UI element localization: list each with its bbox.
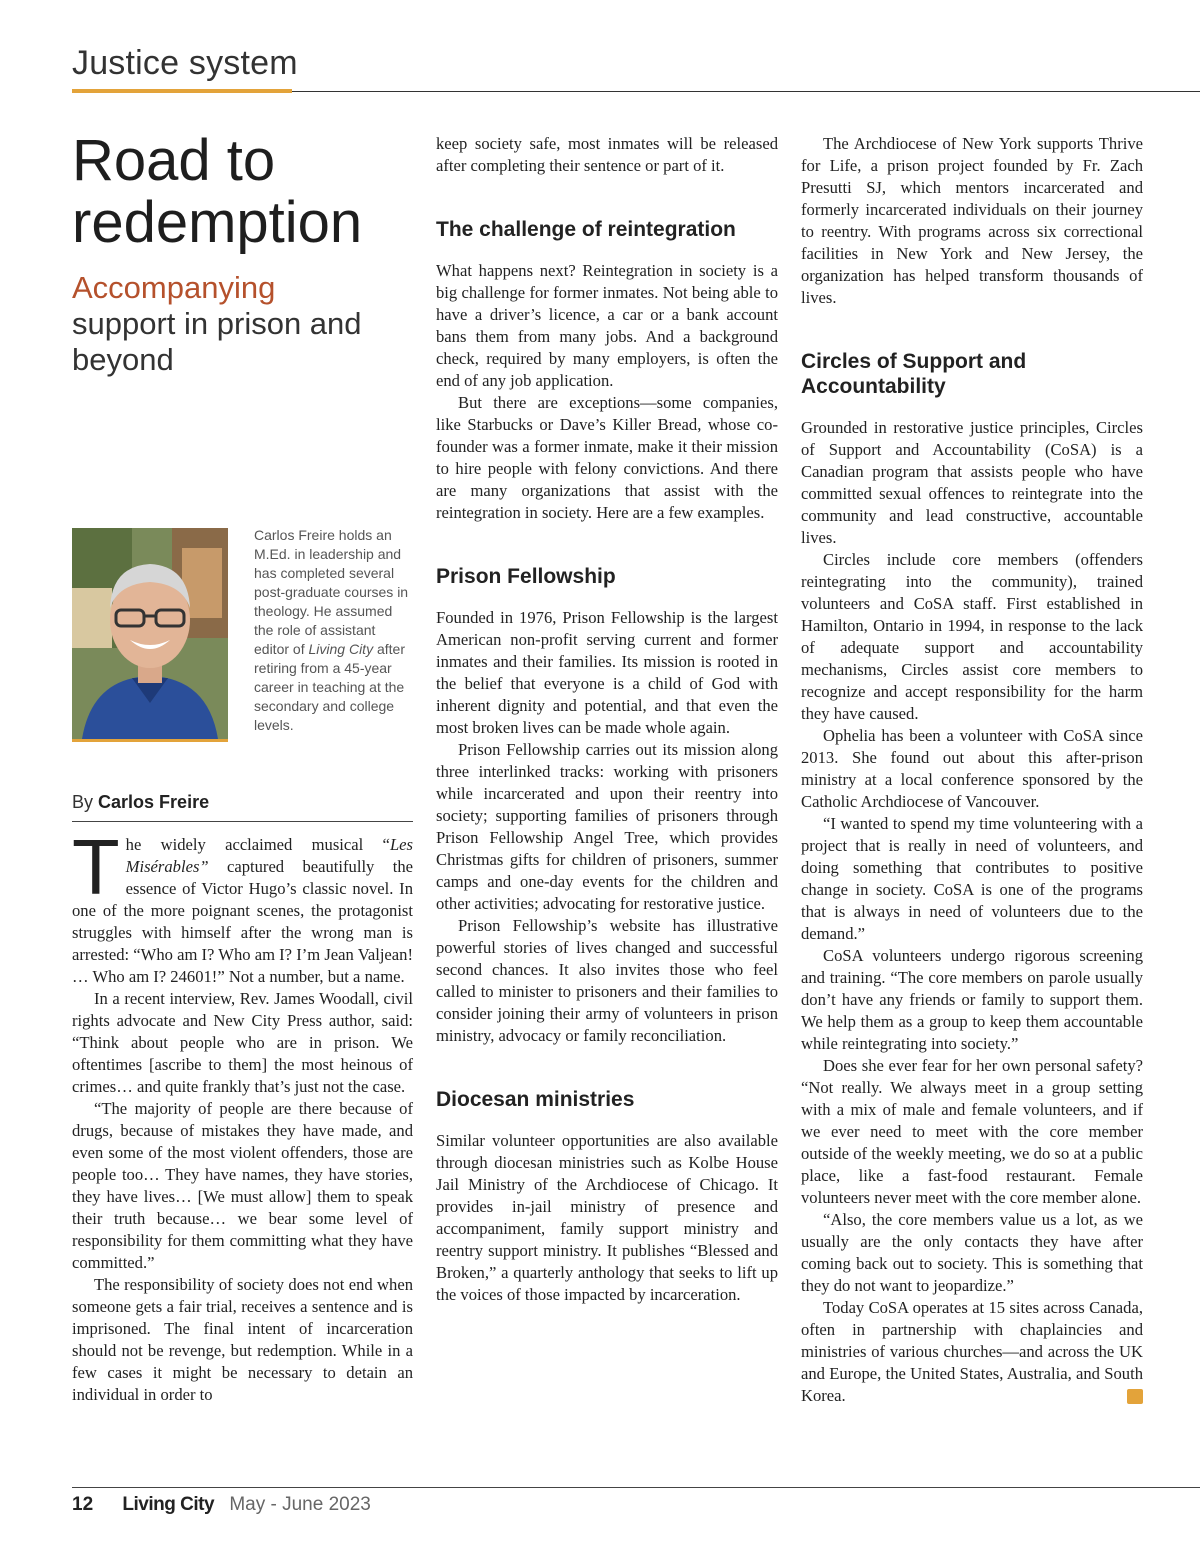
author-bio-magazine: Living City [308,641,374,657]
paragraph [72,823,413,988]
paragraph: What happens next? Reintegration in society is a big challenge for former inmates. Not being able to have a driver’s licence, a car or a bank account bans them from many jobs. And a background check, required by many employers, is often the end of any job application. [436,261,778,390]
paragraph: Grounded in restorative justice principles, Circles of Support and Accountability (CoSA) is a Canadian program that assists people who have committed sexual offences to reintegrate into the community and lead constructive, accountable lives. [801,418,1143,547]
author-bio-text-1: Carlos Freire holds an M.Ed. in leadership and has completed several post-graduate courses in theology. He assumed the role of assistant editor of [254,527,409,657]
paragraph: The responsibility of society does not end when someone gets a fair trial, receives a sentence and is imprisoned. The final intent of incarceration should not be revenge, but redemption. While in a few cases it might be necessary to detain an individual in order to [72,1275,413,1404]
section-heading: Circles of Support and Accountability [801,350,1027,398]
article-column-1 [72,823,413,1406]
end-mark-icon: LC [1127,1389,1143,1404]
text-run: captured beautifully the essence of Victor Hugo’s classic novel. In one of the more poignant scenes, the protagonist struggles with himself after the wrong man is arrested: “Who am I? Who am I? I’m Jean Valjean! … Who am I? 24601!” Not a number, but a name. [72,857,413,986]
issue-date: May - June 2023 [229,1494,371,1515]
section-heading: Prison Fellowship [436,565,616,588]
author-portrait-image [72,528,228,739]
byline [72,792,413,822]
paragraph: Founded in 1976, Prison Fellowship is the largest American non-profit serving current and former inmates and their families. Its mission is rooted in the belief that everyone is a child of God with inherent dignity and potential, and that even the most broken lives can be made whole again. [436,608,778,737]
header-accent-bar [72,89,292,93]
paragraph: But there are exceptions—some companies, like Starbucks or Dave’s Killer Bread, whose co-founder was a former inmate, make it their mission to hire people with felony convictions. And there are many organizations that assist with the reintegration in society. Here are a few examples. [436,393,778,522]
article-column-3 [801,133,1163,1407]
article-column-2 [436,133,778,1306]
paragraph: “The majority of people are there because of drugs, because of mistakes they have made, and even some of the most violent offenders, those are people too… They have names, they have stories, they have lives… [We must allow] them to speak their truth because… we bear some level of responsibility for them committing what they have committed.” [72,1099,413,1272]
author-bio [254,526,414,735]
byline-prefix: By [72,792,94,812]
paragraph: CoSA volunteers undergo rigorous screening and training. “The core members on parole usually don’t have any friends or family to support them. We help them as a group to keep them accountable while reintegrating into society.” [801,946,1143,1053]
subhead-accent: Accompanying [72,270,276,305]
paragraph: In a recent interview, Rev. James Woodall, civil rights advocate and New City Press author, said: “Think about people who are in prison. We oftentimes [ascribe to them] the most heinous of crimes… and quite frankly that’s just not the case. [72,989,413,1096]
section-label: Justice system [72,44,298,82]
article-subhead [72,270,412,378]
paragraph: “I wanted to spend my time volunteering with a project that is really in need of volunteers, and doing something that contributes to positive change in society. CoSA is one of the programs that is always in need of volunteers due to the demand.” [801,814,1143,943]
byline-author: Carlos Freire [98,792,210,812]
paragraph: Similar volunteer opportunities are also available through diocesan ministries such as Kolbe House Jail Ministry of the Archdiocese of Chicago. It provides in-jail ministry of presence and accompaniment, family support ministry and reentry support ministry. It publishes “Blessed and Broken,” a quarterly anthology that seeks to lift up the voices of those impacted by incarceration. [436,1131,778,1304]
section-heading: Diocesan ministries [436,1088,635,1111]
drop-cap: T [72,823,120,911]
paragraph: Ophelia has been a volunteer with CoSA since 2013. She found out about this after-prison ministry at a local conference sponsored by the Catholic Archdiocese of Vancouver. [801,726,1143,811]
author-photo [72,528,228,742]
text-run: Today CoSA operates at 15 sites across Canada, often in partnership with chaplaincies and ministries of various churches—and across the UK and Europe, the United States, Australia, and South Korea. [801,1298,1143,1405]
footer-rule [72,1487,1200,1488]
italic-title: Les Misérables” [125,835,413,876]
subhead-rest: support in prison and beyond [72,306,362,377]
section-heading: The challenge of reintegration [436,218,736,241]
paragraph: Does she ever fear for her own personal safety? “Not really. We always meet in a group setting with a mix of male and female volunteers, and if we ever need to meet with the core member outside of the weekly meeting, we do so at a public place, like a fast-food restaurant. Female volunteers never meet with the core member alone. [801,1056,1143,1207]
paragraph [801,1297,1163,1407]
paragraph: Prison Fellowship’s website has illustrative powerful stories of lives changed and successful second chances. It also invites those who feel called to minister to prisoners and their families to consider joining their army of volunteers in prison ministry, advocacy or family reconciliation. [436,916,778,1045]
paragraph: keep society safe, most inmates will be released after completing their sentence or part of it. [436,134,778,175]
paragraph: Prison Fellowship carries out its mission along three interlinked tracks: working with prisoners while incarcerated and upon their reentry into society; supporting families of prisoners through Prison Fellowship Angel Tree, which provides Christmas gifts for children of prisoners, summer camps and one-day events for the children and other activities; advocating for restorative justice. [436,740,778,913]
paragraph: Circles include core members (offenders reintegrating into the community), trained volunteers and CoSA staff. First established in Hamilton, Ontario in 1994, in response to the lack of adequate support and accountability mechanisms, Circles assist core members to recognize and accept responsibility for the harm they have caused. [801,550,1143,723]
author-bio-text-2: after retiring from a 45-year career in teaching at the secondary and college levels. [254,641,405,733]
text-run: he widely acclaimed musical “ [125,835,390,854]
paragraph: “Also, the core members value us a lot, as we usually are the only contacts they have after coming back out to society. This is something that they do not want to jeopardize.” [801,1210,1143,1295]
paragraph: The Archdiocese of New York supports Thrive for Life, a prison project founded by Fr. Zach Presutti SJ, which mentors incarcerated and formerly incarcerated individuals on their journey to reentry. With programs across six correctional facilities in New York and New Jersey, the organization has helped transform thousands of lives. [801,134,1143,307]
magazine-name: Living City [122,1494,215,1515]
page-footer [72,1494,371,1516]
article-headline: Road to redemption [72,128,363,255]
page-number: 12 [72,1494,94,1515]
